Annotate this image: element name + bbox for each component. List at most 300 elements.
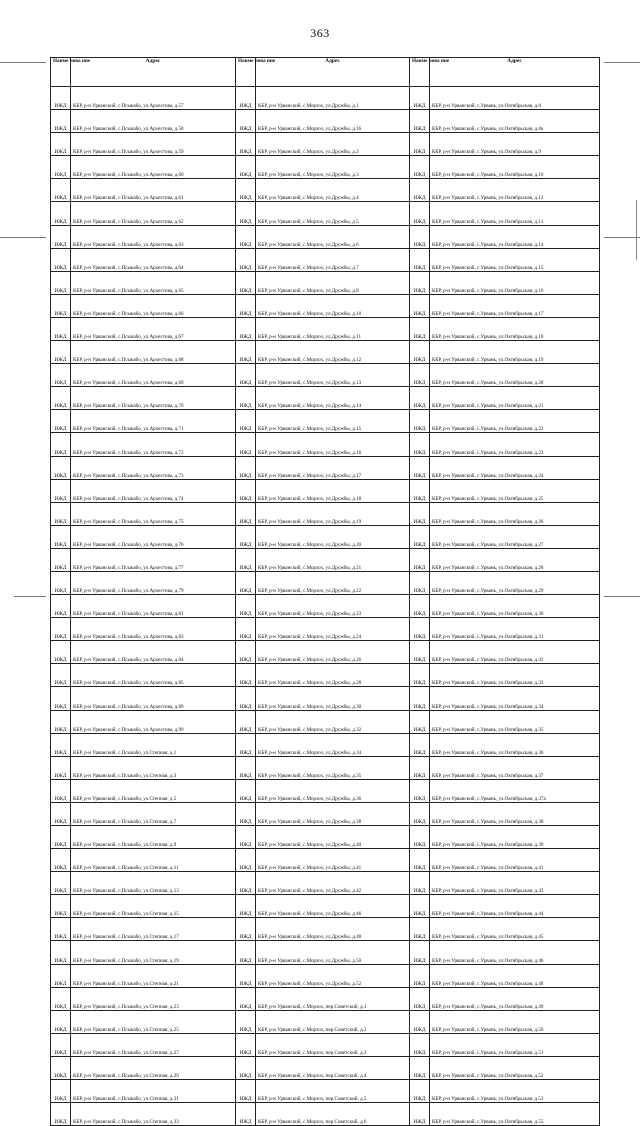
cell-address: КБР, р-н Урванский, с.Урвань, ул.Октябрьская, д.32 [430,641,600,664]
table-row [51,710,600,733]
table-row [51,964,600,987]
cell-address: КБР, р-н Урванский, с.Псыкабо, ул.Степная, д.27 [71,1033,236,1056]
cell-address: КБР, р-н Урванский, с.Урвань, ул.Октябрьская, д.35 [430,710,600,733]
table-row [51,387,600,410]
table-row [51,1056,600,1079]
table-row [51,87,600,110]
cell-type: ИЖД [51,202,71,225]
cell-type: ИЖД [51,849,71,872]
cell-address: КБР, р-н Урванский, с.Урвань, ул.Октябрьская, д.18 [430,317,600,340]
cell-type: ИЖД [410,202,430,225]
cell-type: ИЖД [51,664,71,687]
cell-address: КБР, р-н Урванский, с.Псыкабо, ул.Степная, д.1 [71,733,236,756]
cell-address: КБР, р-н Урванский, с.Псыкабо, ул.Архестова, д.60 [71,156,236,179]
column-header-type: Наиме нова ние [236,58,256,87]
table-row [51,756,600,779]
cell-type: ИЖД [236,779,256,802]
cell-type: ИЖД [410,156,430,179]
cell-address: КБР, р-н Урванский, с.Псыкабо, ул.Архестова, д.64 [71,248,236,271]
cell-type: ИЖД [51,687,71,710]
table-row [51,179,600,202]
cell-type: ИЖД [51,317,71,340]
cell-address: КБР, р-н Урванский, с.Морзох, ул.Дружбы, д.8 [256,271,410,294]
cell-address: КБР, р-н Урванский, с.Псыкабо, ул.Степная, д.33 [71,1103,236,1126]
cell-address: КБР, р-н Урванский, с.Псыкабо, ул.Архестова, д.73 [71,456,236,479]
cell-address: КБР, р-н Урванский, с.Псыкабо, ул.Архестова, д.79 [71,571,236,594]
cell-address: КБР, р-н Урванский, с.Урвань, ул.Октябрьская, д.8 [430,87,600,110]
cell-address: КБР, р-н Урванский, с.Морзох, ул.Дружбы, д.52 [256,964,410,987]
cell-type: ИЖД [51,571,71,594]
cell-type: ИЖД [410,641,430,664]
cell-type: ИЖД [236,826,256,849]
cell-address: КБР, р-н Урванский, с.Псыкабо, ул.Архестова, д.74 [71,479,236,502]
cell-address: КБР, р-н Урванский, с.Псыкабо, ул.Архестова, д.76 [71,525,236,548]
cell-type: ИЖД [51,964,71,987]
table-row [51,895,600,918]
cell-type: ИЖД [51,387,71,410]
cell-address: КБР, р-н Урванский, с.Морзох, ул.Дружбы, д.10 [256,294,410,317]
cell-address: КБР, р-н Урванский, с.Псыкабо, ул.Архестова, д.83 [71,618,236,641]
cell-address: КБР, р-н Урванский, с.Псыкабо, ул.Степная, д.29 [71,1056,236,1079]
cell-type: ИЖД [410,618,430,641]
cell-type: ИЖД [51,548,71,571]
cell-type: ИЖД [410,918,430,941]
cell-type: ИЖД [236,410,256,433]
cell-type: ИЖД [51,225,71,248]
cell-address: КБР, р-н Урванский, с.Урвань, ул.Октябрьская, д.45 [430,918,600,941]
cell-address: КБР, р-н Урванский, с.Псыкабо, ул.Архестова, д.85 [71,664,236,687]
cell-type: ИЖД [410,548,430,571]
cell-address: КБР, р-н Урванский, с.Урвань, ул.Октябрьская, д.22 [430,410,600,433]
cell-address: КБР, р-н Урванский, с.Морзох, ул.Дружбы, д.41 [256,849,410,872]
table-row [51,826,600,849]
table-row [51,733,600,756]
table-row [51,618,600,641]
table-row [51,433,600,456]
cell-type: ИЖД [410,502,430,525]
cell-address: КБР, р-н Урванский, с.Псыкабо, ул.Архестова, д.67 [71,317,236,340]
cell-type: ИЖД [236,433,256,456]
cell-address: КБР, р-н Урванский, с.Морзох, ул.Дружбы, д.46 [256,895,410,918]
table-row [51,641,600,664]
cell-address: КБР, р-н Урванский, с.Морзох, ул.Дружбы, д.48 [256,918,410,941]
cell-address: КБР, р-н Урванский, с.Морзох, ул.Дружбы, д.16 [256,433,410,456]
cell-type: ИЖД [236,179,256,202]
cell-address: КБР, р-н Урванский, с.Псыкабо, ул.Степная, д.23 [71,987,236,1010]
cell-type: ИЖД [236,456,256,479]
cell-type: ИЖД [236,872,256,895]
cell-type: ИЖД [410,87,430,110]
cell-type: ИЖД [236,156,256,179]
cell-address: КБР, р-н Урванский, с.Морзох, ул.Дружбы, д.5 [256,202,410,225]
cell-address: КБР, р-н Урванский, с.Урвань, ул.Октябрьская, д.51 [430,1033,600,1056]
cell-address: КБР, р-н Урванский, с.Морзох, ул.Дружбы, д.21 [256,548,410,571]
registry-table [50,57,600,1126]
cell-address: КБР, р-н Урванский, с.Псыкабо, ул.Степная, д.25 [71,1010,236,1033]
cell-type: ИЖД [236,687,256,710]
cell-address: КБР, р-н Урванский, с.Морзох, ул.Дружбы, д.20 [256,525,410,548]
cell-type: ИЖД [236,802,256,825]
margin-line [14,596,46,597]
cell-type: ИЖД [51,433,71,456]
cell-address: КБР, р-н Урванский, с.Псыкабо, ул.Степная, д.19 [71,941,236,964]
cell-type: ИЖД [51,502,71,525]
cell-type: ИЖД [236,110,256,133]
cell-address: КБР, р-н Урванский, с.Псыкабо, ул.Архестова, д.77 [71,548,236,571]
cell-address: КБР, р-н Урванский, с.Псыкабо, ул.Степная, д.9 [71,826,236,849]
table-row [51,248,600,271]
cell-address: КБР, р-н Урванский, с.Морзох, ул.Дружбы, д.26 [256,641,410,664]
cell-type: ИЖД [236,987,256,1010]
cell-type: ИЖД [410,895,430,918]
cell-address: КБР, р-н Урванский, с.Урвань, ул.Октябрьская, д.27 [430,525,600,548]
cell-address: КБР, р-н Урванский, с.Морзох, ул.Дружбы, д.35 [256,756,410,779]
table-row [51,271,600,294]
cell-address: КБР, р-н Урванский, с.Псыкабо, ул.Степная, д.21 [71,964,236,987]
cell-type: ИЖД [51,1056,71,1079]
cell-type: ИЖД [51,895,71,918]
cell-address: КБР, р-н Урванский, с.Псыкабо, ул.Архестова, д.89 [71,687,236,710]
table-row [51,687,600,710]
cell-address: КБР, р-н Урванский, с.Псыкабо, ул.Архестова, д.62 [71,202,236,225]
cell-type: ИЖД [51,595,71,618]
cell-address: КБР, р-н Урванский, с.Урвань, ул.Октябрьская, д.12 [430,179,600,202]
cell-type: ИЖД [236,1103,256,1126]
cell-address: КБР, р-н Урванский, с.Псыкабо, ул.Архестова, д.63 [71,225,236,248]
cell-address: КБР, р-н Урванский, с.Морзох, пер.Советский, д.1 [256,987,410,1010]
table-row [51,364,600,387]
cell-address: КБР, р-н Урванский, с.Псыкабо, ул.Архестова, д.99 [71,710,236,733]
cell-type: ИЖД [410,133,430,156]
cell-address: КБР, р-н Урванский, с.Урвань, ул.Октябрьская, д.26 [430,502,600,525]
cell-address: КБР, р-н Урванский, с.Урвань, ул.Октябрьская, д.44 [430,895,600,918]
table-row [51,571,600,594]
table-row [51,225,600,248]
cell-address: КБР, р-н Урванский, с.Морзох, пер.Советский, д.2 [256,1010,410,1033]
cell-address: КБР, р-н Урванский, с.Морзох, пер.Советский, д.5 [256,1080,410,1103]
cell-type: ИЖД [51,733,71,756]
cell-type: ИЖД [236,964,256,987]
cell-type: ИЖД [236,525,256,548]
cell-address: КБР, р-н Урванский, с.Морзох, ул.Дружбы, д.6 [256,225,410,248]
cell-address: КБР, р-н Урванский, с.Урвань, ул.Октябрьская, д.48 [430,964,600,987]
cell-address: КБР, р-н Урванский, с.Псыкабо, ул.Архестова, д.75 [71,502,236,525]
cell-type: ИЖД [51,87,71,110]
cell-type: ИЖД [410,687,430,710]
cell-type: ИЖД [51,941,71,964]
table-row [51,1010,600,1033]
cell-address: КБР, р-н Урванский, с.Урвань, ул.Октябрьская, д.21 [430,387,600,410]
cell-address: КБР, р-н Урванский, с.Псыкабо, ул.Степная, д.5 [71,779,236,802]
table-row [51,918,600,941]
cell-address: КБР, р-н Урванский, с.Морзох, ул.Дружбы, д.14 [256,387,410,410]
cell-type: ИЖД [236,502,256,525]
cell-address: КБР, р-н Урванский, с.Урвань, ул.Октябрьская, д.17 [430,294,600,317]
cell-type: ИЖД [51,341,71,364]
cell-address: КБР, р-н Урванский, с.Морзох, ул.Дружбы, д.40 [256,826,410,849]
cell-type: ИЖД [410,849,430,872]
cell-type: ИЖД [410,664,430,687]
cell-type: ИЖД [410,387,430,410]
cell-type: ИЖД [51,756,71,779]
cell-type: ИЖД [51,525,71,548]
cell-address: КБР, р-н Урванский, с.Урвань, ул.Октябрьская, д.50 [430,1010,600,1033]
cell-address: КБР, р-н Урванский, с.Псыкабо, ул.Архестова, д.58 [71,110,236,133]
cell-address: КБР, р-н Урванский, с.Урвань, ул.Октябрьская, д.52 [430,1056,600,1079]
table-row [51,595,600,618]
cell-type: ИЖД [410,710,430,733]
cell-address: КБР, р-н Урванский, с.Псыкабо, ул.Архестова, д.70 [71,387,236,410]
cell-address: КБР, р-н Урванский, с.Морзох, ул.Дружбы, д.28 [256,664,410,687]
cell-type: ИЖД [410,317,430,340]
cell-type: ИЖД [236,756,256,779]
cell-type: ИЖД [51,179,71,202]
cell-type: ИЖД [51,248,71,271]
cell-address: КБР, р-н Урванский, с.Урвань, ул.Октябрьская, д.46 [430,941,600,964]
cell-type: ИЖД [51,826,71,849]
cell-type: ИЖД [410,1103,430,1126]
cell-type: ИЖД [410,779,430,802]
table-row [51,202,600,225]
cell-type: ИЖД [410,341,430,364]
cell-address: КБР, р-н Урванский, с.Урвань, ул.Октябрьская, д.37 [430,756,600,779]
margin-line [604,62,640,63]
table-row [51,294,600,317]
cell-address: КБР, р-н Урванский, с.Морзох, ул.Дружбы, д.34 [256,733,410,756]
column-header-type: Наиме нова ние [51,58,71,87]
cell-address: КБР, р-н Урванский, с.Псыкабо, ул.Степная, д.11 [71,849,236,872]
cell-type: ИЖД [236,595,256,618]
cell-type: ИЖД [51,1080,71,1103]
cell-address: КБР, р-н Урванский, с.Урвань, ул.Октябрьская, д.24 [430,456,600,479]
cell-address: КБР, р-н Урванский, с.Урвань, ул.Октябрьская, д.19 [430,341,600,364]
cell-address: КБР, р-н Урванский, с.Урвань, ул.Октябрьская, д.28 [430,548,600,571]
cell-address: КБР, р-н Урванский, с.Урвань, ул.Октябрьская, д.9 [430,133,600,156]
cell-type: ИЖД [410,1056,430,1079]
cell-type: ИЖД [410,179,430,202]
cell-address: КБР, р-н Урванский, с.Морзох, ул.Дружбы, д.12 [256,341,410,364]
cell-type: ИЖД [236,1080,256,1103]
cell-address: КБР, р-н Урванский, с.Морзох, ул.Дружбы, д.2 [256,133,410,156]
cell-type: ИЖД [51,710,71,733]
table-row [51,802,600,825]
cell-address: КБР, р-н Урванский, с.Псыкабо, ул.Архестова, д.61 [71,179,236,202]
cell-address: КБР, р-н Урванский, с.Урвань, ул.Октябрьская, д.36 [430,733,600,756]
cell-type: ИЖД [236,710,256,733]
table-row [51,779,600,802]
cell-type: ИЖД [410,733,430,756]
cell-address: КБР, р-н Урванский, с.Морзох, пер.Советский, д.6 [256,1103,410,1126]
table-row [51,502,600,525]
cell-address: КБР, р-н Урванский, с.Урвань, ул.Октябрьская, д.39 [430,826,600,849]
cell-address: КБР, р-н Урванский, с.Урвань, ул.Октябрьская, д.30 [430,595,600,618]
table-row [51,341,600,364]
table-row [51,941,600,964]
cell-address: КБР, р-н Урванский, с.Псыкабо, ул.Архестова, д.71 [71,410,236,433]
cell-type: ИЖД [410,364,430,387]
cell-address: КБР, р-н Урванский, с.Морзох, ул.Дружбы, д.50 [256,941,410,964]
table-row [51,317,600,340]
table-row [51,410,600,433]
table-row [51,1103,600,1126]
cell-address: КБР, р-н Урванский, с.Урвань, ул.Октябрьская, д.31 [430,618,600,641]
cell-address: КБР, р-н Урванский, с.Урвань, ул.Октябрьская, д.53 [430,1080,600,1103]
cell-address: КБР, р-н Урванский, с.Псыкабо, ул.Степная, д.13 [71,872,236,895]
page-number: 363 [310,26,330,40]
cell-type: ИЖД [51,156,71,179]
cell-type: ИЖД [51,271,71,294]
cell-type: ИЖД [236,918,256,941]
cell-type: ИЖД [51,133,71,156]
cell-address: КБР, р-н Урванский, с.Урвань, ул.Октябрьская, д.37а [430,779,600,802]
cell-address: КБР, р-н Урванский, с.Морзох, ул.Дружбы, д.11 [256,317,410,340]
cell-address: КБР, р-н Урванский, с.Псыкабо, ул.Архестова, д.69 [71,364,236,387]
cell-type: ИЖД [410,294,430,317]
cell-type: ИЖД [236,133,256,156]
cell-address: КБР, р-н Урванский, с.Урвань, ул.Октябрьская, д.25 [430,479,600,502]
cell-address: КБР, р-н Урванский, с.Урвань, ул.Октябрьская, д.49 [430,987,600,1010]
cell-address: КБР, р-н Урванский, с.Урвань, ул.Октябрьская, д.15 [430,248,600,271]
cell-address: КБР, р-н Урванский, с.Псыкабо, ул.Степная, д.31 [71,1080,236,1103]
cell-type: ИЖД [410,595,430,618]
cell-type: ИЖД [51,294,71,317]
cell-address: КБР, р-н Урванский, с.Морзох, ул.Дружбы, д.18 [256,479,410,502]
cell-type: ИЖД [410,433,430,456]
cell-address: КБР, р-н Урванский, с.Морзох, ул.Дружбы, д.36 [256,779,410,802]
cell-type: ИЖД [51,987,71,1010]
cell-type: ИЖД [236,849,256,872]
cell-address: КБР, р-н Урванский, с.Псыкабо, ул.Архестова, д.59 [71,133,236,156]
cell-type: ИЖД [51,410,71,433]
cell-type: ИЖД [410,987,430,1010]
cell-type: ИЖД [236,733,256,756]
margin-line [636,200,637,260]
cell-address: КБР, р-н Урванский, с.Урвань, ул.Октябрьская, д.10 [430,156,600,179]
cell-address: КБР, р-н Урванский, с.Урвань, ул.Октябрьская, д.55 [430,1103,600,1126]
margin-line [604,596,640,597]
cell-type: ИЖД [410,410,430,433]
cell-type: ИЖД [236,294,256,317]
cell-type: ИЖД [236,548,256,571]
cell-type: ИЖД [410,110,430,133]
cell-address: КБР, р-н Урванский, с.Псыкабо, ул.Архестова, д.66 [71,294,236,317]
cell-type: ИЖД [51,364,71,387]
cell-type: ИЖД [51,641,71,664]
cell-address: КБР, р-н Урванский, с.Урвань, ул.Октябрьская, д.13 [430,202,600,225]
cell-address: КБР, р-н Урванский, с.Псыкабо, ул.Архестова, д.57 [71,87,236,110]
cell-type: ИЖД [236,202,256,225]
table-row [51,479,600,502]
cell-type: ИЖД [236,479,256,502]
margin-line [0,237,46,238]
cell-address: КБР, р-н Урванский, с.Урвань, ул.Октябрьская, д.16 [430,271,600,294]
cell-type: ИЖД [51,1010,71,1033]
cell-address: КБР, р-н Урванский, с.Псыкабо, ул.Степная, д.3 [71,756,236,779]
cell-type: ИЖД [410,525,430,548]
column-header-address: Адрес [71,58,236,87]
cell-type: ИЖД [51,479,71,502]
cell-type: ИЖД [236,641,256,664]
column-header-address: Адрес [256,58,410,87]
cell-address: КБР, р-н Урванский, с.Морзох, ул.Дружбы, д.23 [256,595,410,618]
cell-type: ИЖД [51,456,71,479]
cell-type: ИЖД [410,479,430,502]
cell-address: КБР, р-н Урванский, с.Псыкабо, ул.Архестова, д.84 [71,641,236,664]
table-row [51,525,600,548]
column-header-address: Адрес [430,58,600,87]
cell-address: КБР, р-н Урванский, с.Морзох, ул.Дружбы, д.16 [256,110,410,133]
cell-type: ИЖД [410,964,430,987]
cell-type: ИЖД [410,225,430,248]
cell-type: ИЖД [236,317,256,340]
table-row [51,456,600,479]
cell-address: КБР, р-н Урванский, с.Псыкабо, ул.Степная, д.17 [71,918,236,941]
table-row [51,987,600,1010]
cell-address: КБР, р-н Урванский, с.Урвань, ул.Октябрьская, д.34 [430,687,600,710]
cell-address: КБР, р-н Урванский, с.Урвань, ул.Октябрьская, д.14 [430,225,600,248]
cell-type: ИЖД [51,1033,71,1056]
cell-type: ИЖД [236,1033,256,1056]
cell-address: КБР, р-н Урванский, с.Урвань, ул.Октябрьская, д.33 [430,664,600,687]
table-row [51,872,600,895]
cell-address: КБР, р-н Урванский, с.Урвань, ул.Октябрьская, д.41 [430,849,600,872]
cell-type: ИЖД [236,1056,256,1079]
cell-type: ИЖД [410,571,430,594]
cell-address: КБР, р-н Урванский, с.Урвань, ул.Октябрьская, д.43 [430,872,600,895]
cell-address: КБР, р-н Урванский, с.Морзох, ул.Дружбы, д.38 [256,802,410,825]
cell-type: ИЖД [236,248,256,271]
cell-address: КБР, р-н Урванский, с.Морзох, ул.Дружбы, д.1 [256,87,410,110]
table-row [51,664,600,687]
cell-address: КБР, р-н Урванский, с.Морзох, ул.Дружбы, д.13 [256,364,410,387]
cell-type: ИЖД [236,387,256,410]
cell-type: ИЖД [236,341,256,364]
cell-address: КБР, р-н Урванский, с.Морзох, ул.Дружбы, д.32 [256,710,410,733]
cell-type: ИЖД [51,1103,71,1126]
cell-address: КБР, р-н Урванский, с.Морзох, ул.Дружбы, д.42 [256,872,410,895]
cell-type: ИЖД [236,87,256,110]
cell-address: КБР, р-н Урванский, с.Псыкабо, ул.Архестова, д.68 [71,341,236,364]
cell-address: КБР, р-н Урванский, с.Морзох, ул.Дружбы, д.4 [256,179,410,202]
cell-address: КБР, р-н Урванский, с.Морзох, ул.Дружбы, д.7 [256,248,410,271]
cell-type: ИЖД [410,1080,430,1103]
cell-type: ИЖД [410,826,430,849]
cell-address: КБР, р-н Урванский, с.Морзох, ул.Дружбы, д.24 [256,618,410,641]
cell-type: ИЖД [51,110,71,133]
cell-address: КБР, р-н Урванский, с.Морзох, ул.Дружбы, д.15 [256,410,410,433]
cell-type: ИЖД [410,941,430,964]
cell-address: КБР, р-н Урванский, с.Урвань, ул.Октябрьская, д.23 [430,433,600,456]
table-row [51,1033,600,1056]
cell-type: ИЖД [236,941,256,964]
cell-type: ИЖД [410,248,430,271]
cell-address: КБР, р-н Урванский, с.Псыкабо, ул.Архестова, д.65 [71,271,236,294]
margin-line [604,237,640,238]
cell-address: КБР, р-н Урванский, с.Урвань, ул.Октябрьская, д.29 [430,571,600,594]
cell-type: ИЖД [410,1033,430,1056]
cell-type: ИЖД [51,872,71,895]
cell-address: КБР, р-н Урванский, с.Псыкабо, ул.Степная, д.7 [71,802,236,825]
table-row [51,849,600,872]
cell-type: ИЖД [51,779,71,802]
cell-address: КБР, р-н Урванский, с.Псыкабо, ул.Архестова, д.72 [71,433,236,456]
table-row [51,110,600,133]
cell-type: ИЖД [51,618,71,641]
cell-address: КБР, р-н Урванский, с.Псыкабо, ул.Степная, д.15 [71,895,236,918]
cell-type: ИЖД [51,802,71,825]
column-header-type: Наиме нова ние [410,58,430,87]
cell-type: ИЖД [236,664,256,687]
